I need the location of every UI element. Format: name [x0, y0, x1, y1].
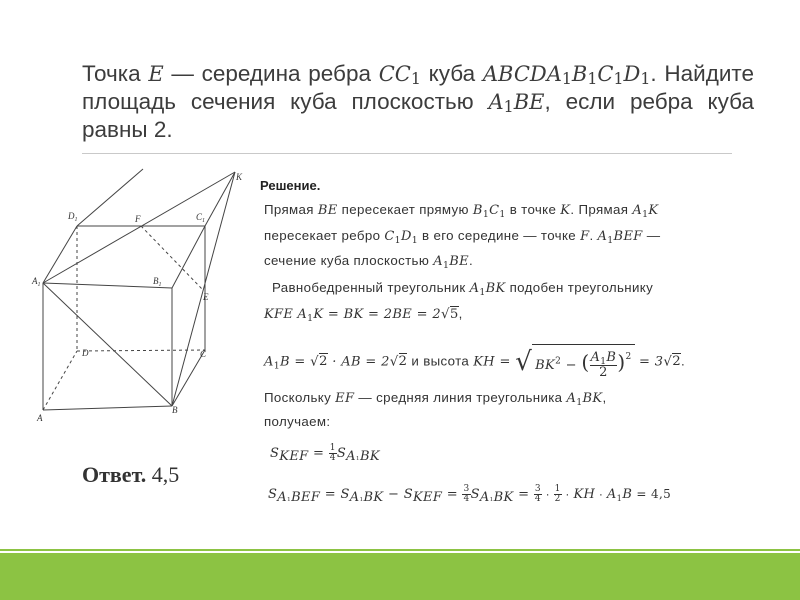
formula-s-kef: $S_{KEF}$ = $\frac{1}{4}$ $S_{A1BK}$ — [270, 443, 380, 465]
label-k: K — [236, 172, 243, 182]
title-divider — [82, 153, 732, 154]
label-f: F — [135, 214, 141, 224]
solution-line-8: получаем: — [264, 414, 331, 429]
edge-a1d1 — [43, 226, 77, 283]
line-a1k — [43, 172, 235, 283]
label-d: D — [82, 348, 89, 358]
footer-bar — [0, 553, 800, 600]
label-c1: $C_1$ — [196, 212, 206, 224]
edge-ab — [43, 406, 172, 410]
solution-line-7: Поскольку EF — средняя линия треугольника $A_1BK$, — [264, 390, 607, 408]
line-a1b — [43, 283, 172, 406]
formula-s-a1bef: $S_{A1BEF} = S_{A1BK} - S_{KEF}$ = $\frac{3}{4}$ $S_{A1BK}$ = $\frac{3}{4}$ · $\frac{1}{2}$ · KH · $A_1B = 4,5$ — [268, 484, 672, 506]
hidden-edge-dc — [77, 350, 205, 351]
label-b: B — [172, 405, 178, 415]
big-root: √ $BK^2$ − ( $\frac{A_1B}{2}$ )$^2$ — [515, 344, 634, 380]
label-e: E — [203, 292, 209, 302]
label-d1: $D_1$ — [68, 211, 78, 223]
line-d1h — [77, 169, 143, 226]
solution-line-3: сечение куба плоскостью $A_1BE$. — [264, 253, 474, 271]
problem-statement: Точка E — середина ребра $CC_1$ куба $ABCDA_1B_1C_1D_1$. Найдите площадь сечения куба плоскостью $A_1BE$, если ребра куба равны 2. — [82, 61, 754, 142]
solution-heading: Решение. — [260, 178, 321, 193]
cube-figure — [28, 160, 260, 430]
answer: Ответ. 4,5 — [82, 462, 180, 487]
solution-line-2: пересекает ребро $C_1D_1$ в его середине — точке F. $A_1BEF$ — — [264, 228, 661, 246]
solution-line-5: KFE $A_1K$ = BK = 2BE = 2√5, — [264, 306, 463, 324]
line-bk — [172, 172, 235, 406]
solution-line-4: Равнобедренный треугольник $A_1BK$ подобен треугольнику — [272, 280, 654, 298]
label-c: C — [200, 349, 207, 359]
label-b1: $B_1$ — [153, 276, 162, 288]
label-a: A — [37, 413, 43, 423]
edge-b1c1 — [172, 226, 205, 288]
solution-line-6: $A_1B = √2$ · AB = 2√2 и высота KH = √ $BK^2$ − ( $\frac{A_1B}{2}$ )$^2$ = 3√2. — [264, 344, 685, 378]
line-fe — [141, 226, 203, 290]
label-a1: $A_1$ — [32, 276, 41, 288]
hidden-edge-ad — [43, 351, 77, 410]
solution-line-1: Прямая BE пересекает прямую $B_1C_1$ в точке K. Прямая $A_1K$ — [264, 202, 659, 220]
footer-line — [0, 549, 800, 551]
